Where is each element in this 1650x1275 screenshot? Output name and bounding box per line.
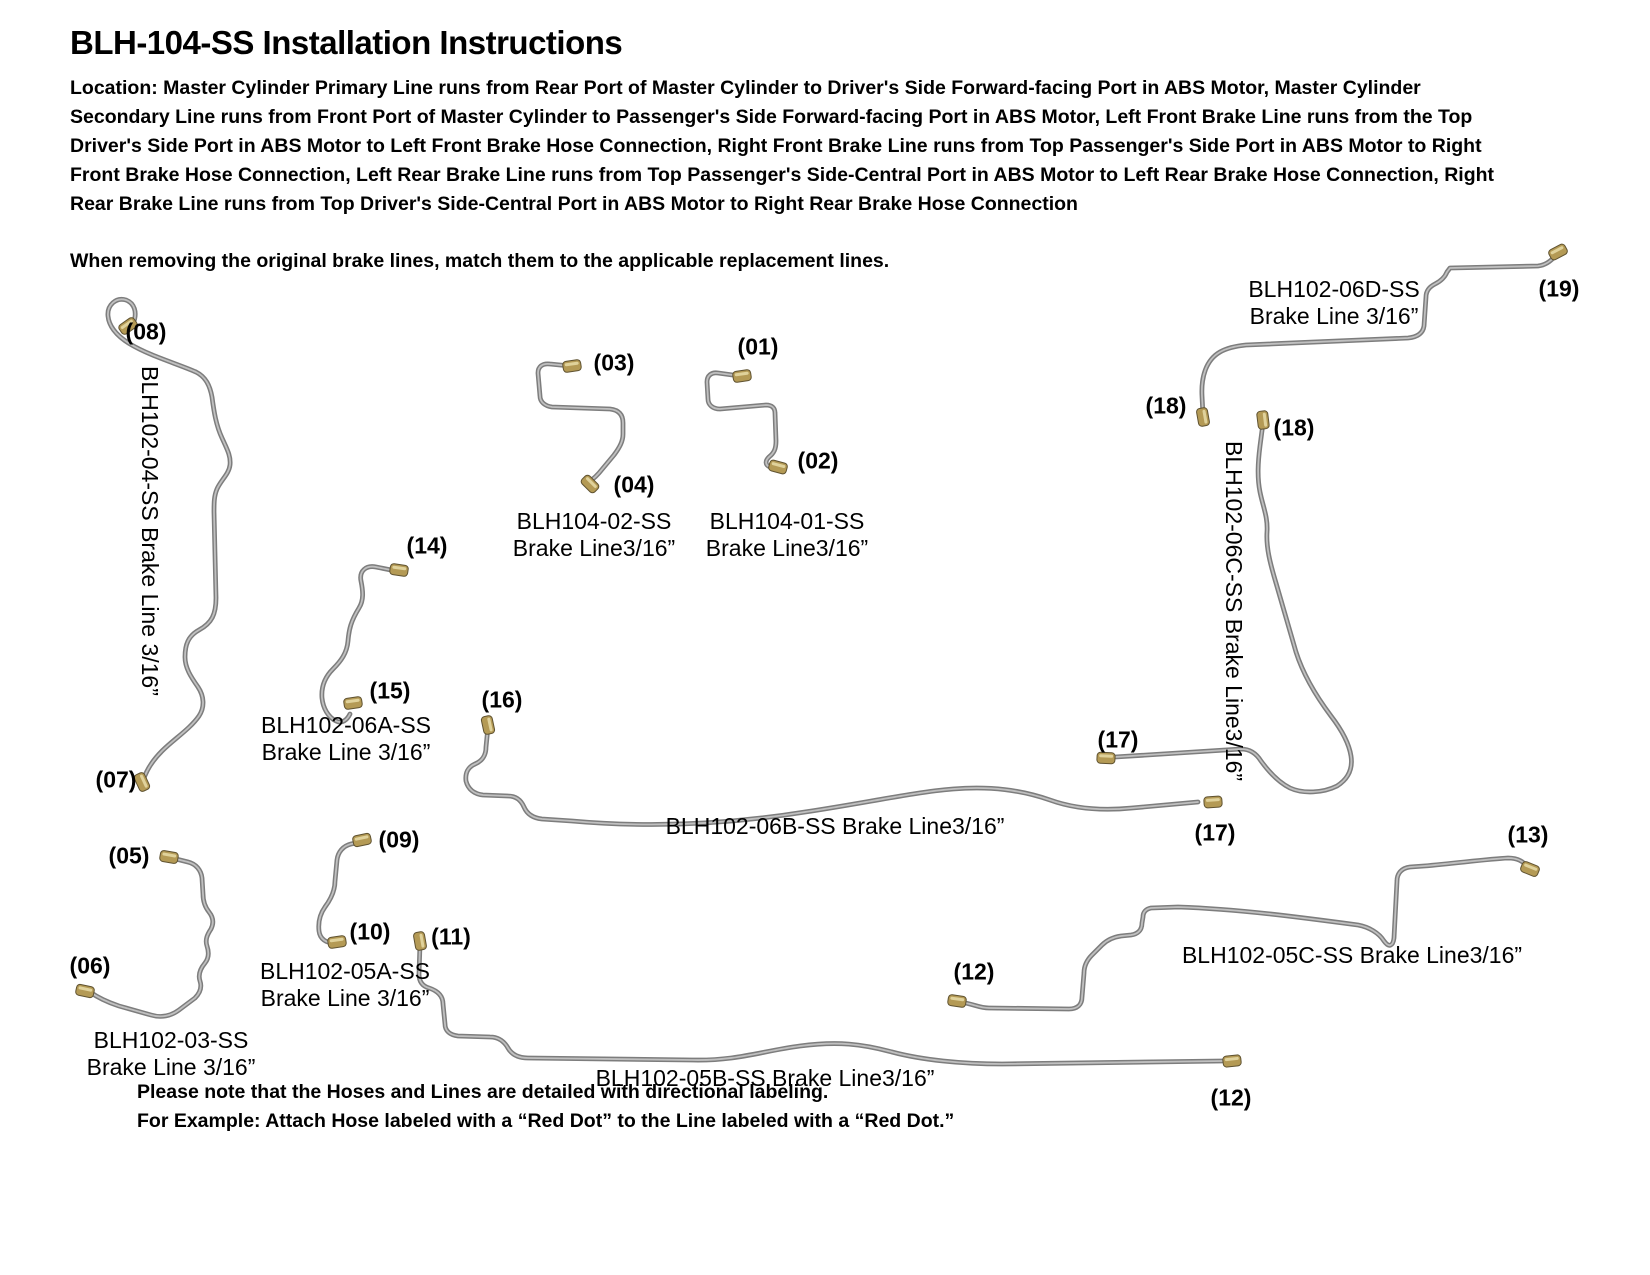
callout-17b: (17)	[1194, 819, 1236, 846]
part-label-blh102-06d	[1248, 276, 1419, 329]
part-label-line: BLH102-03-SS	[93, 1027, 249, 1053]
part-label-line: BLH102-05A-SS	[259, 958, 431, 984]
footer-notes	[137, 1078, 954, 1135]
part-label-line: BLH104-02-SS	[516, 508, 672, 534]
note-red-dot-example: For Example: Attach Hose labeled with a “Red Dot” to the Line labeled with a “Red Dot.”	[137, 1109, 955, 1132]
part-label-line: BLH102-06C-SS Brake Line3/16”	[1221, 441, 1247, 782]
callout-11: (11)	[431, 923, 471, 950]
callout-16: (16)	[481, 686, 523, 713]
part-label-blh102-06c	[1222, 441, 1246, 781]
page-title: BLH-104-SS Installation Instructions	[70, 24, 623, 61]
callout-01: (01)	[737, 333, 779, 360]
callout-06: (06)	[69, 952, 111, 979]
callout-17a: (17)	[1097, 726, 1139, 753]
callout-04: (04)	[613, 471, 655, 498]
callout-09: (09)	[378, 826, 420, 853]
callout-15: (15)	[369, 677, 411, 704]
callout-14: (14)	[406, 532, 448, 559]
part-label-blh104-01	[706, 508, 868, 561]
part-label-line: BLH102-05B-SS Brake Line3/16”	[595, 1065, 935, 1091]
part-label-blh102-06b	[666, 813, 1005, 840]
callout-05: (05)	[108, 842, 150, 869]
part-label-blh102-05c	[1182, 942, 1522, 969]
callout-12a: (12)	[953, 958, 995, 985]
part-label-blh102-06a	[261, 712, 431, 765]
part-label-blh104-02	[513, 508, 675, 561]
part-label-line: Brake Line 3/16”	[261, 738, 431, 765]
part-label-line: Brake Line 3/16”	[86, 1053, 256, 1080]
part-label-line: Brake Line 3/16”	[260, 984, 430, 1011]
callout-19: (19)	[1538, 275, 1580, 302]
part-label-line: Brake Line3/16”	[512, 534, 676, 561]
callout-03: (03)	[593, 349, 635, 376]
part-label-line: BLH102-05C-SS Brake Line3/16”	[1181, 942, 1523, 968]
callout-18a: (18)	[1145, 392, 1187, 419]
part-label-line: BLH102-06D-SS	[1248, 276, 1420, 302]
callout-07: (07)	[95, 766, 137, 793]
callout-12b: (12)	[1210, 1084, 1252, 1111]
location-paragraph: Location: Master Cylinder Primary Line runs from Rear Port of Master Cylinder to Driver's Side Forward-facing Port in ABS Motor, Master Cylinder Secondary Line runs from Front Port of Master Cylinder to Passenger's Side Forward-facing Port in ABS Motor, Left Front Brake Line runs from the Top Driver's Side Port in ABS Motor to Left Front Brake Hose Connection, Right Front Brake Line runs from Top Passenger's Side Port in ABS Motor to Right Front Brake Hose Connection, Left Rear Brake Line runs from Top Passenger's Side-Central Port in ABS Motor to Left Rear Brake Hose Connection, Right Rear Brake Line runs from Top Driver's Side-Central Port in ABS Motor to Right Rear Brake Hose Connection	[70, 77, 1495, 215]
part-label-blh102-04	[138, 366, 162, 696]
matching-instruction: When removing the original brake lines, match them to the applicable replacement lines.	[70, 250, 890, 272]
part-label-line: BLH102-06A-SS	[260, 712, 432, 738]
callout-02: (02)	[797, 447, 839, 474]
callout-10: (10)	[349, 918, 391, 945]
part-label-line: Brake Line 3/16”	[1249, 302, 1419, 329]
part-label-line: BLH104-01-SS	[709, 508, 865, 534]
part-label-blh102-03	[87, 1027, 256, 1080]
part-label-blh102-05a	[260, 958, 430, 1011]
part-label-line: BLH102-04-SS Brake Line 3/16”	[137, 366, 163, 696]
callout-13: (13)	[1507, 821, 1549, 848]
part-label-line: BLH102-06B-SS Brake Line3/16”	[665, 813, 1005, 839]
part-label-line: Brake Line3/16”	[705, 534, 869, 561]
note-directional-labeling: Please note that the Hoses and Lines are detailed with directional labeling.	[137, 1081, 829, 1103]
callout-18b: (18)	[1273, 414, 1315, 441]
callout-08: (08)	[125, 318, 167, 345]
